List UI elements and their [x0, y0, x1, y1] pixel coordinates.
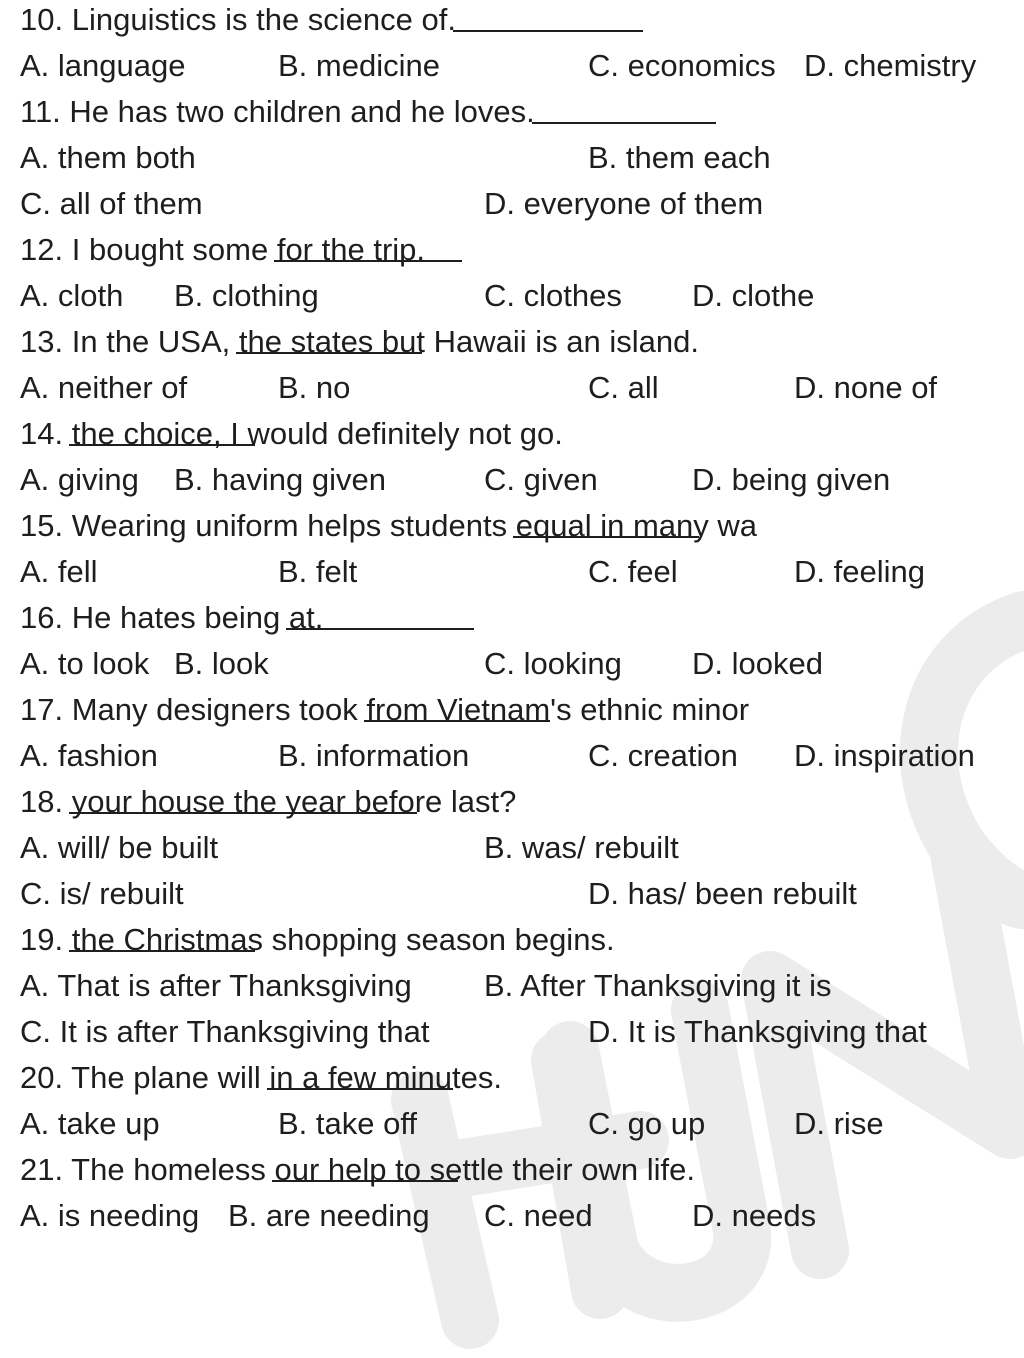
stem-text: your house [71, 784, 226, 819]
question-number: 18. [20, 784, 64, 819]
option-b[interactable]: B. having given [174, 462, 386, 497]
stem-text: in a few minutes. [269, 1060, 502, 1095]
option-a[interactable]: A. cloth [20, 278, 124, 313]
stem-text: The homeless [71, 1152, 266, 1187]
option-c[interactable]: C. is/ rebuilt [20, 876, 184, 911]
question-number: 13. [20, 324, 64, 359]
stem-text: the year before last? [233, 784, 517, 819]
stem-text: the states but Hawaii is an island. [238, 324, 699, 359]
answer-blank [532, 92, 716, 124]
option-b[interactable]: B. felt [278, 554, 358, 589]
option-b[interactable]: B. no [278, 370, 351, 405]
stem-text: our help to settle their own life. [274, 1152, 695, 1187]
option-a[interactable]: A. is needing [20, 1198, 200, 1233]
option-c[interactable]: C. all [588, 370, 659, 405]
stem-text: I bought some [71, 232, 269, 267]
option-d[interactable]: D. has/ been rebuilt [588, 876, 857, 911]
question-number: 19. [20, 922, 64, 957]
stem-text: equal in many wa [515, 508, 757, 543]
answer-blank [453, 0, 643, 32]
stem-text: the Christmas shopping season begins. [71, 922, 615, 957]
answer-blank [286, 598, 474, 630]
question-number: 10. [20, 2, 64, 37]
stem-text: In the USA, [71, 324, 231, 359]
option-a[interactable]: A. language [20, 48, 186, 83]
option-d[interactable]: D. being given [692, 462, 891, 497]
option-a[interactable]: A. That is after Thanksgiving [20, 968, 412, 1003]
option-a[interactable]: A. giving [20, 462, 139, 497]
stem-text: . [447, 2, 456, 37]
question-number: 14. [20, 416, 64, 451]
option-b[interactable]: B. information [278, 738, 470, 773]
stem-text: Linguistics is the science of [71, 2, 448, 37]
stem-text: the choice, I would definitely not go. [71, 416, 563, 451]
option-c[interactable]: C. need [484, 1198, 593, 1233]
option-d[interactable]: D. none of [794, 370, 938, 405]
option-b[interactable]: B. medicine [278, 48, 440, 83]
option-d[interactable]: D. everyone of them [484, 186, 764, 221]
answer-blank [231, 782, 417, 814]
option-d[interactable]: D. clothe [692, 278, 815, 313]
option-c[interactable]: C. go up [588, 1106, 706, 1141]
question-number: 11. [20, 94, 61, 129]
answer-blank [69, 414, 255, 446]
stem-text: . [526, 94, 535, 129]
option-b[interactable]: B. take off [278, 1106, 418, 1141]
option-b[interactable]: B. After Thanksgiving it is [484, 968, 832, 1003]
option-d[interactable]: D. rise [794, 1106, 884, 1141]
option-c[interactable]: C. given [484, 462, 598, 497]
option-a[interactable]: A. neither of [20, 370, 188, 405]
option-b[interactable]: B. them each [588, 140, 771, 175]
option-d[interactable]: D. feeling [794, 554, 925, 589]
option-a[interactable]: A. take up [20, 1106, 160, 1141]
question-number: 17. [20, 692, 64, 727]
question-number: 16. [20, 600, 64, 635]
option-d[interactable]: D. needs [692, 1198, 817, 1233]
stem-text: The plane will [71, 1060, 261, 1095]
option-b[interactable]: B. was/ rebuilt [484, 830, 679, 865]
answer-blank [267, 1058, 453, 1090]
option-c[interactable]: C. all of them [20, 186, 203, 221]
option-c[interactable]: C. looking [484, 646, 622, 681]
option-d[interactable]: D. looked [692, 646, 823, 681]
option-b[interactable]: B. clothing [174, 278, 319, 313]
option-b[interactable]: B. look [174, 646, 269, 681]
option-d[interactable]: D. inspiration [794, 738, 975, 773]
answer-blank [513, 506, 699, 538]
option-a[interactable]: A. them both [20, 140, 196, 175]
stem-text: He has two children and he loves [69, 94, 527, 129]
stem-text: from Vietnam's ethnic minor [366, 692, 750, 727]
stem-text: at. [288, 600, 324, 635]
option-c[interactable]: C. clothes [484, 278, 622, 313]
option-b[interactable]: B. are needing [228, 1198, 430, 1233]
option-c[interactable]: C. economics [588, 48, 776, 83]
question-number: 21. [20, 1152, 64, 1187]
option-d[interactable]: D. It is Thanksgiving that [588, 1014, 927, 1049]
stem-text: Many designers took [71, 692, 358, 727]
option-a[interactable]: A. will/ be built [20, 830, 219, 865]
option-c[interactable]: C. It is after Thanksgiving that [20, 1014, 430, 1049]
option-a[interactable]: A. fashion [20, 738, 158, 773]
answer-blank [69, 920, 255, 952]
question-number: 20. [20, 1060, 64, 1095]
question-number: 12. [20, 232, 64, 267]
answer-blank [236, 322, 422, 354]
answer-blank [272, 1150, 458, 1182]
question-number: 15. [20, 508, 64, 543]
option-c[interactable]: C. feel [588, 554, 678, 589]
option-a[interactable]: A. to look [20, 646, 150, 681]
answer-blank [364, 690, 550, 722]
option-c[interactable]: C. creation [588, 738, 738, 773]
answer-blank [274, 230, 462, 262]
option-a[interactable]: A. fell [20, 554, 98, 589]
stem-text: He hates being [71, 600, 281, 635]
option-d[interactable]: D. chemistry [804, 48, 977, 83]
stem-text: Wearing uniform helps students [71, 508, 508, 543]
answer-blank [69, 782, 255, 814]
stem-text: for the trip. [276, 232, 426, 267]
